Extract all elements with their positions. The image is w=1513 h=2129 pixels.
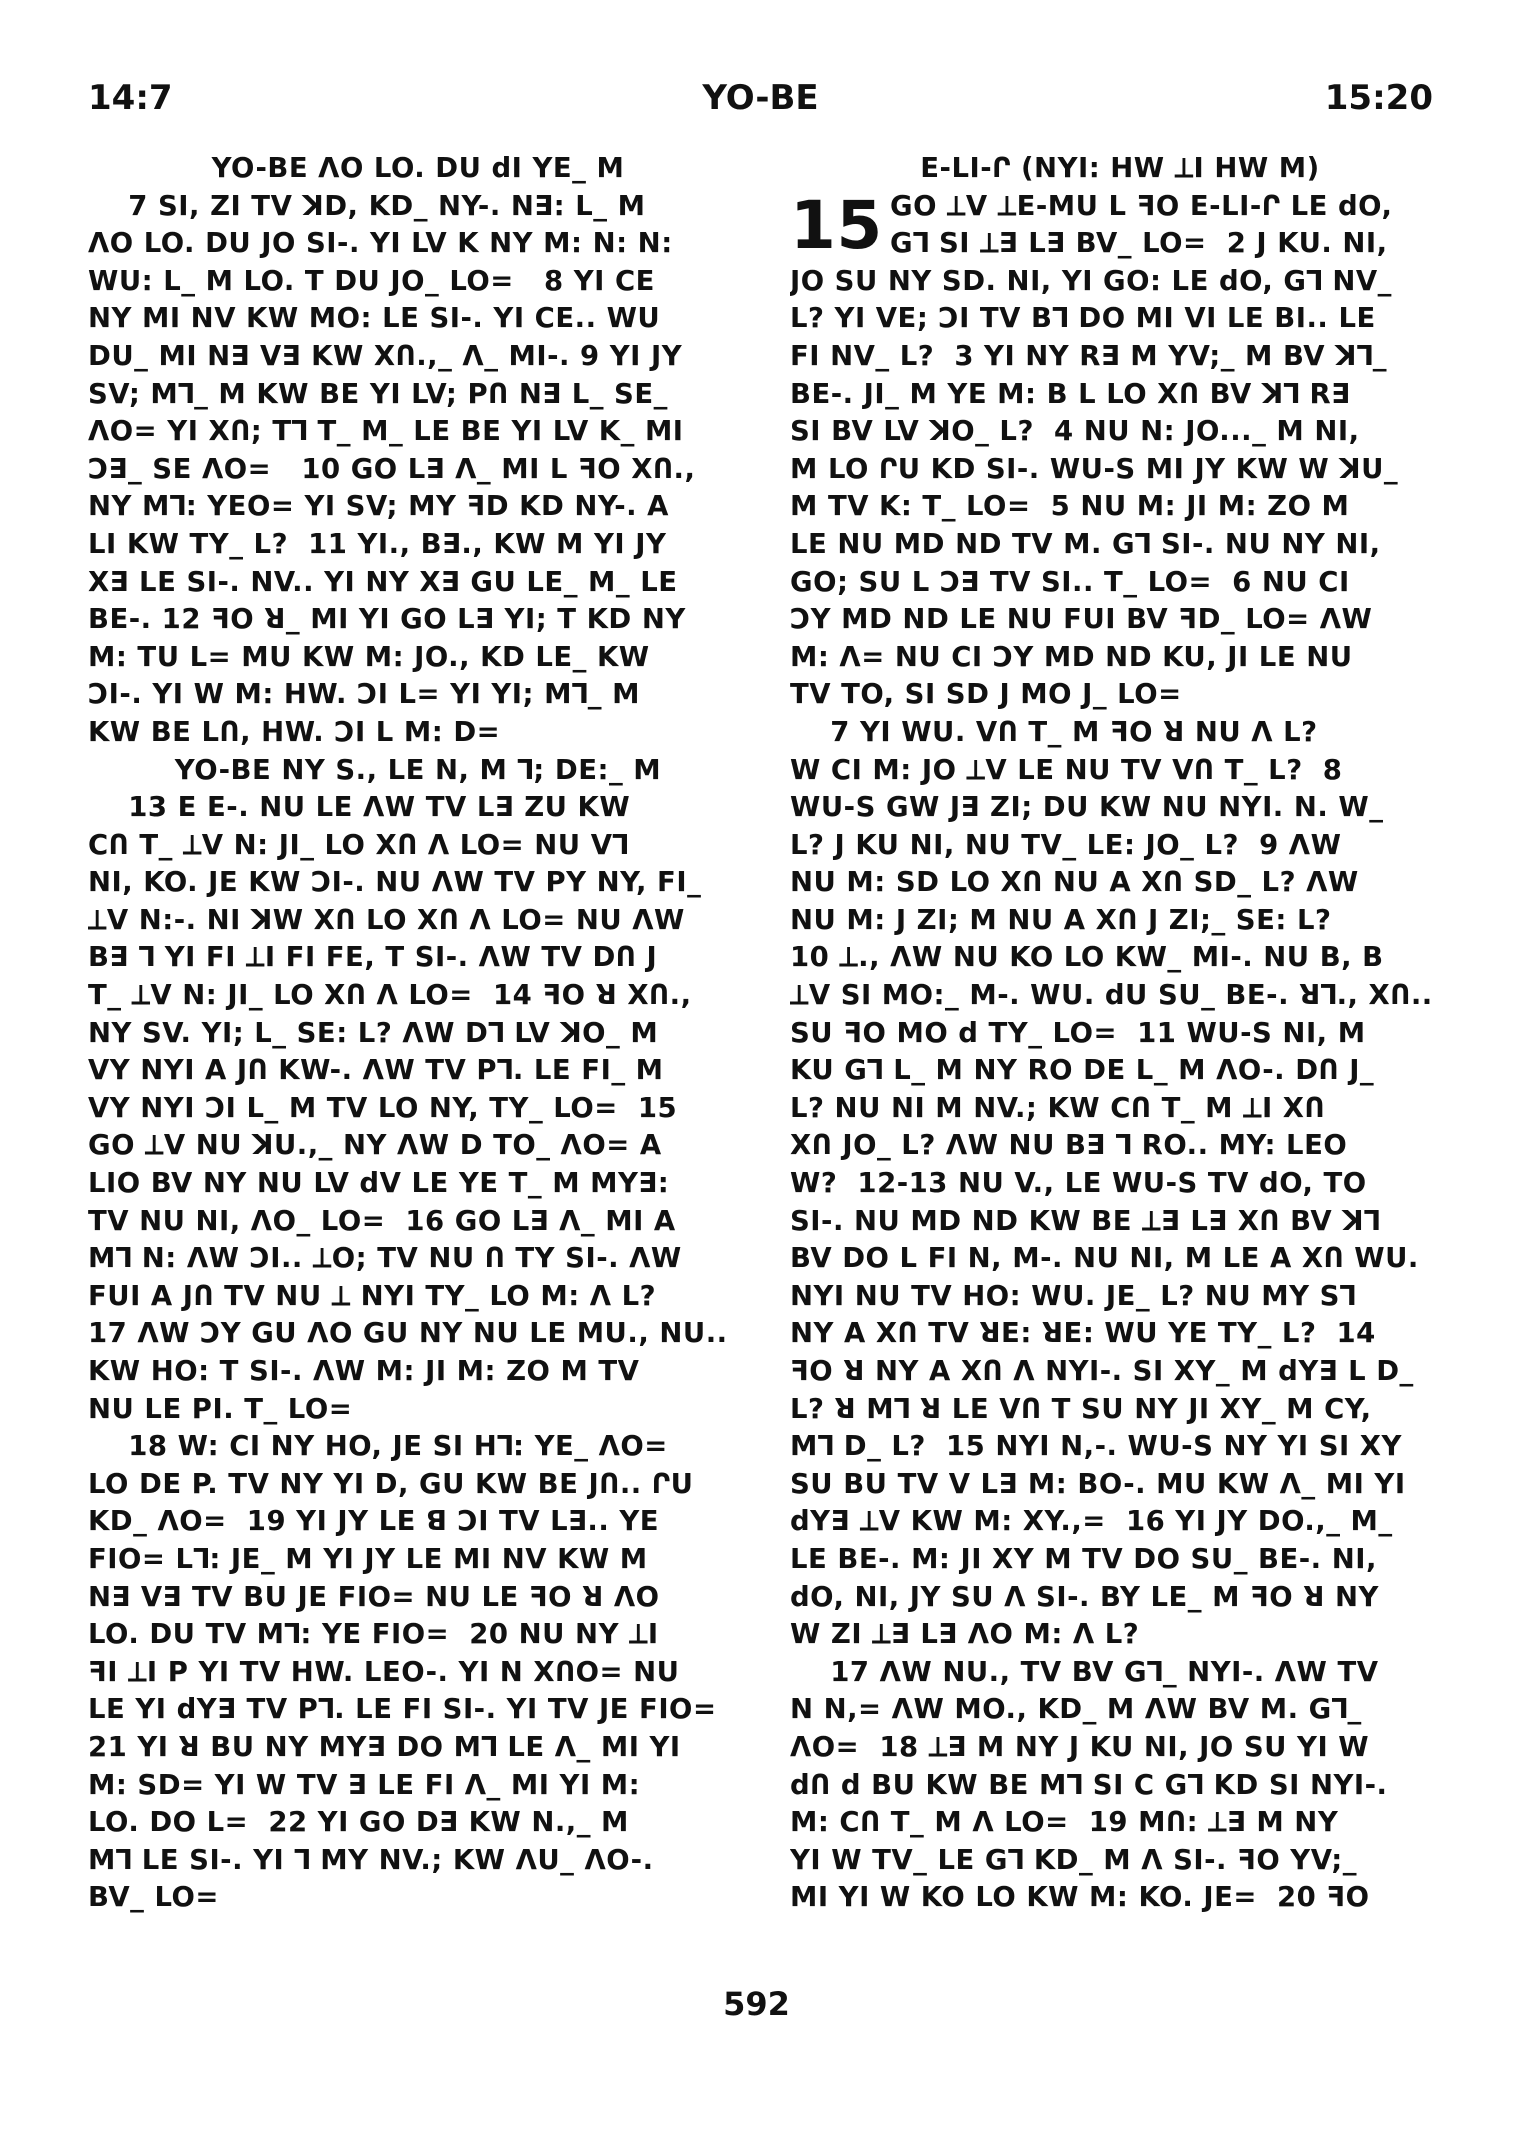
text-line: SV; M⅂_ M KW BE YI LV; PՈ N∃ L_ SE_ [88, 377, 668, 410]
text-line: ⟂V N:-. NI ꓘW XՈ LO XՈ Λ LO= NU ΛW [88, 903, 685, 936]
text-line: Ɔ∃_ SE ΛO= 10 GO L∃ Λ_ MI L ꟻO XՈ., [88, 452, 696, 485]
text-line: NY M⅂: YEO= YI SV; MY ꟻD KD NY-. A [88, 490, 669, 523]
text-line: GO ⟂V NU ꓘU.,_ NY ΛW D TO_ ΛO= A [88, 1129, 662, 1162]
text-line: GO; SU L Ɔ∃ TV SI.. T_ LO= 6 NU CI [790, 565, 1350, 598]
text-line: BV DO L FI N, M-. NU NI, M LE A XՈ WU. [790, 1242, 1419, 1275]
text-line: L? ꓤ M⅂ ꓤ LE VՈ T SU NY JI XY_ M CY, [790, 1392, 1372, 1425]
section-heading: YO-BE NY S., LE N, M ⅂; DE:_ M [174, 753, 662, 786]
text-line: YI W TV_ LE G⅂ KD_ M Λ SI-. ꟻO YV;_ [790, 1843, 1358, 1876]
text-line: NY SV. YI; L_ SE: L? ΛW D⅂ LV ꓘO_ M [88, 1016, 659, 1049]
section-heading: YO-BE ΛO LO. DU dI YE_ M [211, 152, 625, 184]
text-line: BV_ LO= [88, 1881, 219, 1914]
right-column [790, 150, 1450, 1917]
text-line: ⟂V SI MO:_ M-. WU. dU SU_ BE-. ꓤ⅂., XՈ.. [790, 979, 1433, 1012]
text-line: VY NYI ƆI L_ M TV LO NY, TY_ LO= 15 [88, 1091, 678, 1124]
text-line: 7 YI WU. VՈ T_ M ꟻO ꓤ NU Λ L? [790, 715, 1318, 748]
text-line: T_ ⟂V N: JI_ LO XՈ Λ LO= 14 ꟻO ꓤ XՈ., [88, 979, 692, 1012]
text-line: G⅂ SI ⟂∃ L∃ BV_ LO= 2 J KU. NI, [890, 227, 1388, 260]
text-line: W? 12-13 NU V., LE WU-S TV dO, TO [790, 1167, 1367, 1200]
text-line: JO SU NY SD. NI, YI GO: LE dO, G⅂ NV_ [790, 264, 1392, 297]
text-line: W ZI ⟂∃ L∃ ΛO M: Λ L? [790, 1618, 1140, 1651]
text-line: DU_ MI N∃ V∃ KW XՈ.,_ Λ_ MI-. 9 YI JY [88, 339, 683, 372]
text-line: CՈ T_ ⟂V N: JI_ LO XՈ Λ LO= NU V⅂ [88, 828, 629, 861]
text-line: SI BV LV ꓘO_ L? 4 NU N: JO..._ M NI, [790, 415, 1360, 448]
text-line: KU G⅂ L_ M NY RO DE L_ M ΛO-. DՈ J_ [790, 1054, 1375, 1087]
text-line: dY∃ ⟂V KW M: XY.,= 16 YI JY DO.,_ M_ [790, 1505, 1393, 1538]
text-line: FIO= L⅂: JE_ M YI JY LE MI NV KW M [88, 1542, 648, 1575]
text-line: MI YI W KO LO KW M: KO. JE= 20 ꟻO [790, 1881, 1370, 1914]
text-line: SU ꟻO MO d TY_ LO= 11 WU-S NI, M [790, 1016, 1366, 1049]
text-line: M: SD= YI W TV ∃ LE FI Λ_ MI YI M: [88, 1768, 641, 1801]
text-line: LIO BV NY NU LV dV LE YE T_ M MY∃: [88, 1167, 670, 1200]
text-line: M TV K: T_ LO= 5 NU M: JI M: ZO M [790, 490, 1350, 523]
text-line: 21 YI ꓤ BU NY MY∃ DO M⅂ LE Λ_ MI YI [88, 1730, 681, 1763]
text-line: KW HO: T SI-. ΛW M: JI M: ZO M TV [88, 1355, 640, 1387]
text-line: ƆI-. YI W M: HW. ƆI L= YI YI; M⅂_ M [88, 678, 640, 711]
text-line: W CI M: JO ⟂V LE NU TV VՈ T_ L? 8 [790, 753, 1343, 786]
text-line: 10 ⟂., ΛW NU KO LO KW_ MI-. NU B, B [790, 941, 1384, 974]
text-line: XՈ JO_ L? ΛW NU B∃ ⅂ RO.. MY: LEO [790, 1129, 1348, 1162]
text-line: TV TO, SI SD J MO J_ LO= [790, 678, 1182, 711]
text-line: ƆY MD ND LE NU FUI BV ꟻD_ LO= ΛW [790, 603, 1373, 636]
text-line: NYI NU TV HO: WU. JE_ L? NU MY S⅂ [790, 1279, 1356, 1312]
text-line: L? J KU NI, NU TV_ LE: JO_ L? 9 ΛW [790, 828, 1342, 861]
text-line: X∃ LE SI-. NV.. YI NY X∃ GU LE_ M_ LE [88, 565, 678, 598]
text-line: L? YI VE; ƆI TV B⅂ DO MI VI LE BI.. LE [790, 302, 1376, 335]
text-line: 18 W: CI NY HO, JE SI H⅂: YE_ ΛO= [88, 1430, 668, 1463]
text-line: LO DE P. TV NY YI D, GU KW BE JՈ.. ՐU [88, 1467, 694, 1500]
text-line: 17 ΛW ƆY GU ΛO GU NY NU LE MU., NU.. [88, 1317, 728, 1350]
text-line: ΛO= YI XՈ; T⅂ T_ M_ LE BE YI LV K_ MI [88, 415, 684, 448]
left-column [88, 150, 748, 1917]
chapter-number: 15 [790, 186, 883, 264]
text-line: SU BU TV V L∃ M: BO-. MU KW Λ_ MI YI [790, 1467, 1406, 1500]
text-line: M: Λ= NU CI ƆY MD ND KU, JI LE NU [790, 640, 1353, 673]
text-line: ꟻI ⟂I P YI TV HW. LEO-. YI N XՈO= NU [88, 1655, 680, 1688]
running-head [88, 78, 1433, 122]
text-line: LE NU MD ND TV M. G⅂ SI-. NU NY NI, [790, 527, 1381, 560]
text-line: KW BE LՈ, HW. ƆI L M: D= [88, 715, 501, 748]
text-line: FUI A JՈ TV NU ⟂ NYI TY_ LO M: Λ L? [88, 1279, 657, 1312]
section-heading: E-LI-Ր (NYI: HW ⟂I HW M) [920, 152, 1320, 184]
text-line: LE YI dY∃ TV P⅂. LE FI SI-. YI TV JE FIO= [88, 1693, 717, 1726]
text-line: ꟻO ꓤ NY A XՈ Λ NYI-. SI XY_ M dY∃ L D_ [790, 1355, 1414, 1387]
text-line: GO ⟂V ⟂E-MU L ꟻO E-LI-Ր LE dO, [890, 189, 1393, 222]
text-line: M⅂ N: ΛW ƆI.. ⟂O; TV NU Ո TY SI-. ΛW [88, 1242, 682, 1275]
text-line: NI, KO. JE KW ƆI-. NU ΛW TV PY NY, FI_ [88, 866, 702, 899]
text-line: dO, NI, JY SU Λ SI-. BY LE_ M ꟻO ꓤ NY [790, 1580, 1379, 1613]
text-line: LO. DO L= 22 YI GO D∃ KW N.,_ M [88, 1806, 629, 1839]
text-line: LO. DU TV M⅂: YE FIO= 20 NU NY ⟂I [88, 1618, 659, 1651]
page-number: 592 [723, 1985, 790, 2023]
header-book-title: YO-BE [702, 78, 819, 118]
text-line: KD_ ΛO= 19 YI JY LE ꓭ ƆI TV L∃.. YE [88, 1505, 660, 1538]
text-line: B∃ ⅂ YI FI ⟂I FI FE, T SI-. ΛW TV DՈ J [88, 941, 658, 974]
text-line: LI KW TY_ L? 11 YI., B∃., KW M YI JY [88, 527, 667, 560]
text-line: WU: L_ M LO. T DU JO_ LO= 8 YI CE [88, 264, 655, 297]
text-line: FI NV_ L? 3 YI NY R∃ M YV;_ M BV ꓘ⅂_ [790, 339, 1388, 372]
text-line: BE-. JI_ M YE M: B L LO XՈ BV ꓘ⅂ R∃ [790, 377, 1351, 410]
text-line: 13 E E-. NU LE ΛW TV L∃ ZU KW [88, 791, 631, 824]
text-line: TV NU NI, ΛO_ LO= 16 GO L∃ Λ_ MI A [88, 1204, 676, 1237]
text-line: M: CՈ T_ M Λ LO= 19 MՈ: ⟂∃ M NY [790, 1806, 1339, 1839]
text-line: SI-. NU MD ND KW BE ⟂∃ L∃ XՈ BV ꓘ⅂ [790, 1204, 1380, 1237]
text-line: 7 SI, ZI TV ꓘD, KD_ NY-. N∃: L_ M [88, 189, 646, 222]
text-line: M LO ՐU KD SI-. WU-S MI JY KW W ꓘU_ [790, 452, 1399, 485]
text-line: LE BE-. M: JI XY M TV DO SU_ BE-. NI, [790, 1542, 1377, 1575]
text-line: N∃ V∃ TV BU JE FIO= NU LE ꟻO ꓤ ΛO [88, 1580, 660, 1613]
text-line: NY MI NV KW MO: LE SI-. YI CE.. WU [88, 302, 661, 335]
text-line: M⅂ D_ L? 15 NYI N,-. WU-S NY YI SI XY [790, 1430, 1402, 1463]
text-line: BE-. 12 ꟻO ꓤ_ MI YI GO L∃ YI; T KD NY [88, 603, 686, 636]
chapter-opening [790, 188, 1450, 263]
text-line: 17 ΛW NU., TV BV G⅂_ NYI-. ΛW TV [790, 1655, 1379, 1688]
text-line: M⅂ LE SI-. YI ⅂ MY NV.; KW ΛU_ ΛO-. [88, 1843, 654, 1876]
text-line: M: TU L= MU KW M: JO., KD LE_ KW [88, 640, 650, 673]
text-line: ΛO LO. DU JO SI-. YI LV K NY M: N: N: [88, 227, 673, 260]
header-right-reference: 15:20 [1324, 78, 1433, 118]
text-line: NU LE PI. T_ LO= [88, 1392, 353, 1425]
text-line: L? NU NI M NV.; KW CՈ T_ M ⟂I XՈ [790, 1091, 1326, 1124]
header-left-reference: 14:7 [88, 78, 173, 118]
text-line: ΛO= 18 ⟂∃ M NY J KU NI, JO SU YI W [790, 1730, 1370, 1763]
text-line: dՈ d BU KW BE M⅂ SI C G⅂ KD SI NYI-. [790, 1768, 1388, 1801]
text-line: N N,= ΛW MO., KD_ M ΛW BV M. G⅂_ [790, 1693, 1362, 1726]
text-line: VY NYI A JՈ KW-. ΛW TV P⅂. LE FI_ M [88, 1054, 664, 1087]
text-line: WU-S GW J∃ ZI; DU KW NU NYI. N. W_ [790, 791, 1384, 824]
text-line: NU M: SD LO XՈ NU A XՈ SD_ L? ΛW [790, 866, 1359, 899]
text-line: NU M: J ZI; M NU A XՈ J ZI;_ SE: L? [790, 903, 1332, 936]
text-line: NY A XՈ TV ꓤE: ꓤE: WU YE TY_ L? 14 [790, 1317, 1376, 1350]
